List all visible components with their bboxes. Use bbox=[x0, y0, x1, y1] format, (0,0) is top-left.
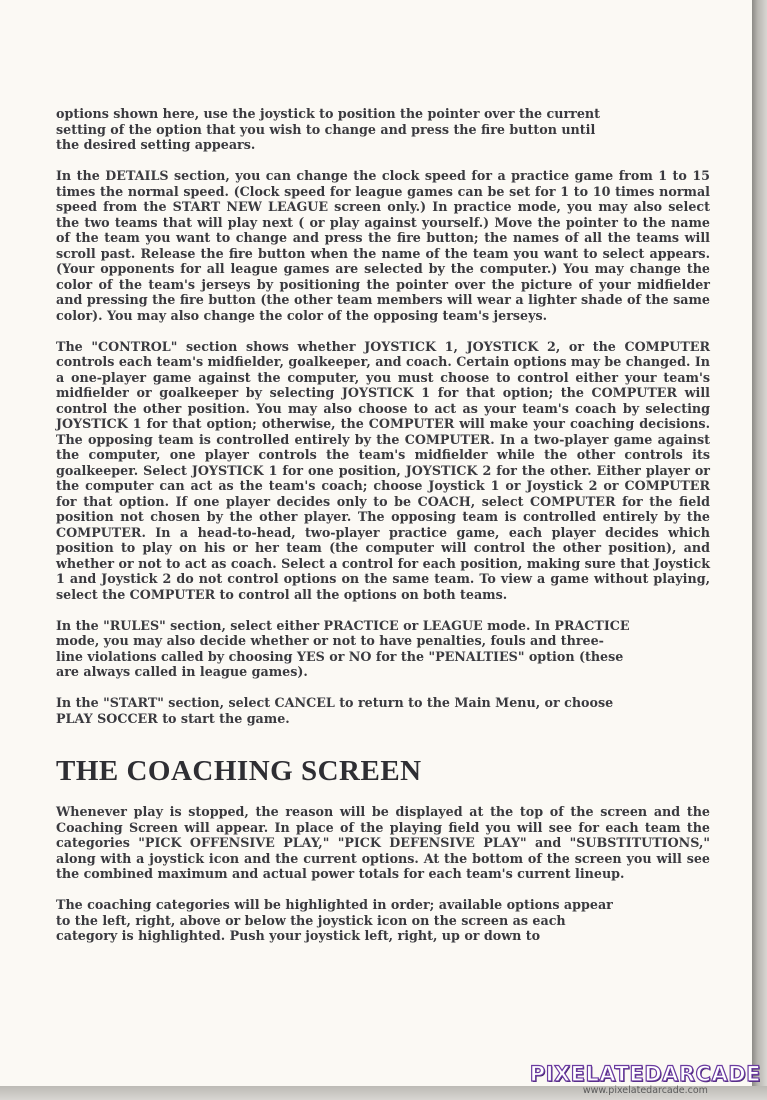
paragraph-details: In the DETAILS section, you can change the clock speed for a practice game from 1 to 15 times the normal speed. (Clock speed for league games can be set for 1 to 10 times normal speed from the START NEW LEAGUE screen only.) In practice mode, you may also select the two teams that will play next ( or play against yourself.) Move the pointer to the name of the team you want to change and press the fire button; the names of all the teams will scroll past. Release the fire button when the name of the team you want to select appears. (Your opponents for all league games are selected by the computer.) You may change the color of the team's jerseys by positioning the pointer over the picture of your midfielder and pressing the fire button (the other team members will wear a lighter shade of the same color). You may also change the color of the opposing team's jerseys. bbox=[56, 168, 710, 323]
watermark-url: www.pixelatedarcade.com bbox=[582, 1085, 708, 1096]
paragraph-coaching-categories: The coaching categories will be highlighted in order; available options appear to the left, right, above or below the joystick icon on the screen as each category is highlighted. Push your joystick left, right, up or down to bbox=[56, 897, 613, 943]
paragraph-rules: In the "RULES" section, select either PRACTICE or LEAGUE mode. In PRACTICE mode, you may also decide whether or not to have penalties, fouls and three- line violations called by choosing YES or NO for the "PENALTIES" option (these are always called in league games). bbox=[56, 617, 630, 679]
section-heading: THE COACHING SCREEN bbox=[56, 755, 422, 787]
watermark bbox=[530, 1063, 761, 1096]
watermark-logo: PIXELATEDARCADE bbox=[529, 1062, 761, 1086]
paragraph-coaching-intro: Whenever play is stopped, the reason will be displayed at the top of the screen and the Coaching Screen will appear. In place of the playing field you will see for each team the categories "PICK OFFENSIVE PLAY," "PICK DEFENSIVE PLAY" and "SUBSTITUTIONS," along with a joystick icon and the current options. At the bottom of the screen you will see the combined maximum and actual power totals for each team's current lineup. bbox=[56, 804, 710, 881]
page-text bbox=[56, 106, 710, 959]
paragraph-start: In the "START" section, select CANCEL to return to the Main Menu, or choose PLAY SOCCER to start the game. bbox=[56, 695, 614, 726]
page-edge-right bbox=[752, 0, 767, 1100]
paragraph-control: The "CONTROL" section shows whether JOYSTICK 1, JOYSTICK 2, or the COMPUTER controls each team's midfielder, goalkeeper, and coach. Certain options may be changed. In a one-player game against the computer, you must choose to control either your team's midfielder or goalkeeper by selecting JOYSTICK 1 for that option; the COMPUTER will control the other position. You may also choose to act as your team's coach by selecting JOYSTICK 1 for that option; otherwise, the COMPUTER will make your coaching decisions. The opposing team is controlled entirely by the COMPUTER. In a two-player game against the computer, one player controls the team's midfielder while the other controls its goalkeeper. Select JOYSTICK 1 for one position, JOYSTICK 2 for the other. Either player or the computer can act as the team's coach; choose Joystick 1 or Joystick 2 or COMPUTER for that option. If one player decides only to be COACH, select COMPUTER for the field position not chosen by the other player. The opposing team is controlled entirely by the COMPUTER. In a head-to-head, two-player practice game, each player decides which position to play on his or her team (the computer will control the other position), and whether or not to act as coach. Select a control for each position, making sure that Joystick 1 and Joystick 2 do not control options on the same team. To view a game without playing, select the COMPUTER to control all the options on both teams. bbox=[56, 338, 710, 602]
paragraph-options: options shown here, use the joystick to position the pointer over the current setting of the option that you wish to change and press the fire button until the desired setting appears. bbox=[56, 106, 601, 152]
